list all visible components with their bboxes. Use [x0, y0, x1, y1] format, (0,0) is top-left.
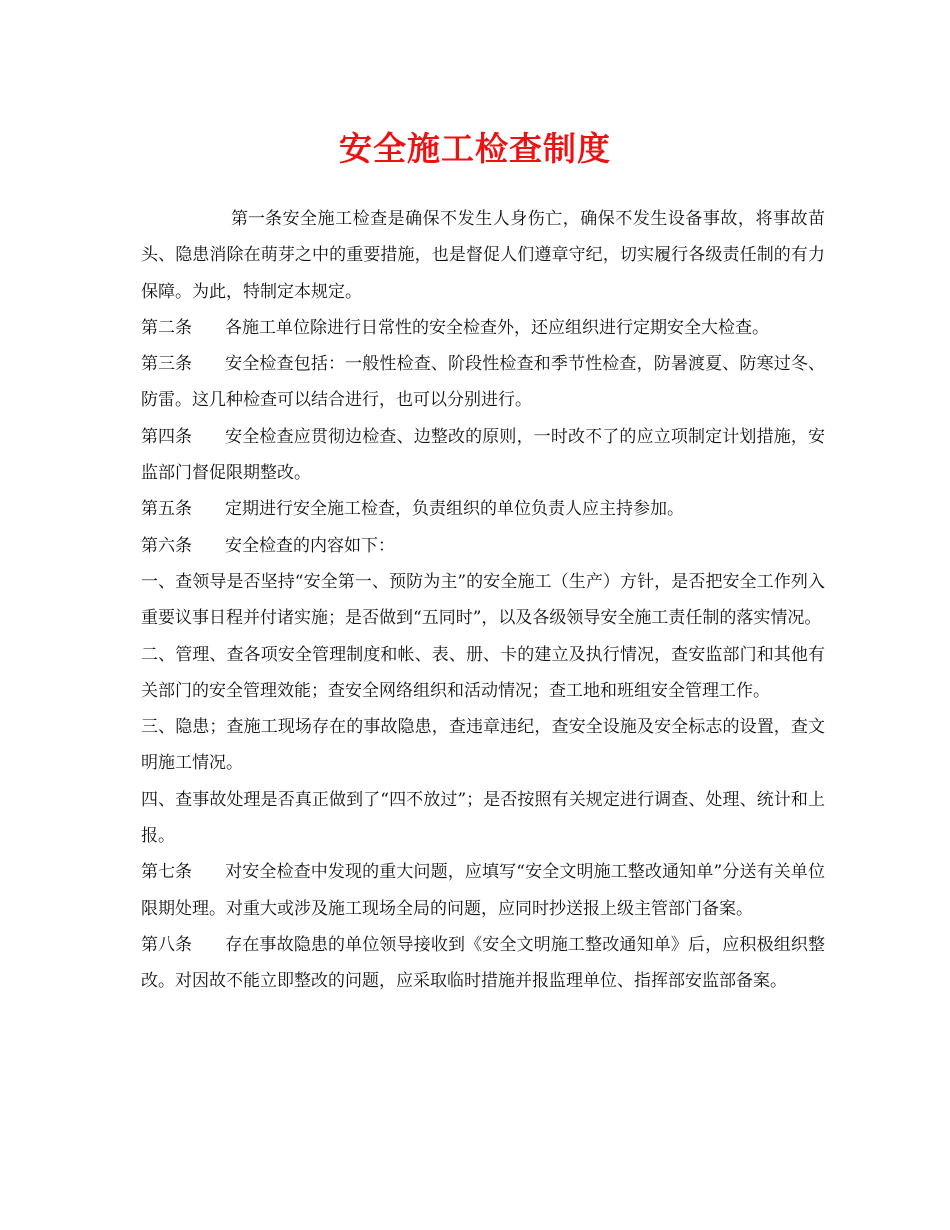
article-number: 第六条 — [141, 535, 192, 556]
list-item: 一、查领导是否坚持“安全第一、预防为主”的安全施工（生产）方针，是否把安全工作列入重要议事日程并付诸实施；是否做到“五同时”，以及各级领导安全施工责任制的落实情况。 — [141, 571, 825, 629]
article-number: 第八条 — [141, 934, 192, 955]
article-3 — [141, 346, 825, 419]
article-text: 安全施工检查是确保不发生人身伤亡，确保不发生设备事故，将事故苗头、隐患消除在萌芽之中的重要措施，也是督促人们遵章守纪，切实履行各级责任制的有力保障。为此，特制定本规定。 — [141, 209, 825, 302]
article-text: 定期进行安全施工检查，负责组织的单位负责人应主持参加。 — [225, 499, 684, 520]
article-number: 第五条 — [141, 499, 192, 520]
article-number: 第四条 — [141, 426, 192, 447]
article-6 — [141, 528, 825, 564]
article-1 — [141, 201, 825, 310]
article-2 — [141, 310, 825, 346]
article-text: 安全检查包括：一般性检查、阶段性检查和季节性检查，防暑渡夏、防寒过冬、防雷。这几种检查可以结合进行，也可以分别进行。 — [141, 354, 825, 411]
list-item: 三、隐患；查施工现场存在的事故隐患，查违章违纪，查安全设施及安全标志的设置，查文明施工情况。 — [141, 717, 825, 774]
list-item: 二、管理、查各项安全管理制度和帐、表、册、卡的建立及执行情况，查安监部门和其他有关部门的安全管理效能；查安全网络组织和活动情况；查工地和班组安全管理工作。 — [141, 644, 825, 701]
article-number: 第七条 — [141, 862, 192, 883]
article-7 — [141, 854, 825, 927]
article-number: 第一条 — [231, 209, 282, 229]
article-text: 安全检查的内容如下： — [225, 535, 395, 556]
article-text: 存在事故隐患的单位领导接收到《安全文明施工整改通知单》后，应积极组织整改。对因故不能立即整改的问题，应采取临时措施并报监理单位、指挥部安监部备案。 — [141, 934, 825, 992]
article-text: 安全检查应贯彻边检查、边整改的原则，一时改不了的应立项制定计划措施，安监部门督促限期整改。 — [141, 426, 825, 484]
list-item: 四、查事故处理是否真正做到了“四不放过”；是否按照有关规定进行调查、处理、统计和上报。 — [141, 789, 825, 847]
page-title: 安全施工检查制度 — [339, 129, 611, 168]
article-number: 第二条 — [141, 317, 192, 338]
article-number: 第三条 — [141, 354, 192, 375]
article-4 — [141, 419, 825, 492]
article-text: 对安全检查中发现的重大问题，应填写“安全文明施工整改通知单”分送有关单位限期处理。对重大或涉及施工现场全局的问题，应同时抄送报上级主管部门备案。 — [141, 862, 825, 919]
article-5 — [141, 491, 825, 527]
article-8 — [141, 927, 825, 1000]
article-text: 各施工单位除进行日常性的安全检查外，还应组织进行定期安全大检查。 — [225, 317, 769, 338]
document-body — [141, 201, 825, 1000]
